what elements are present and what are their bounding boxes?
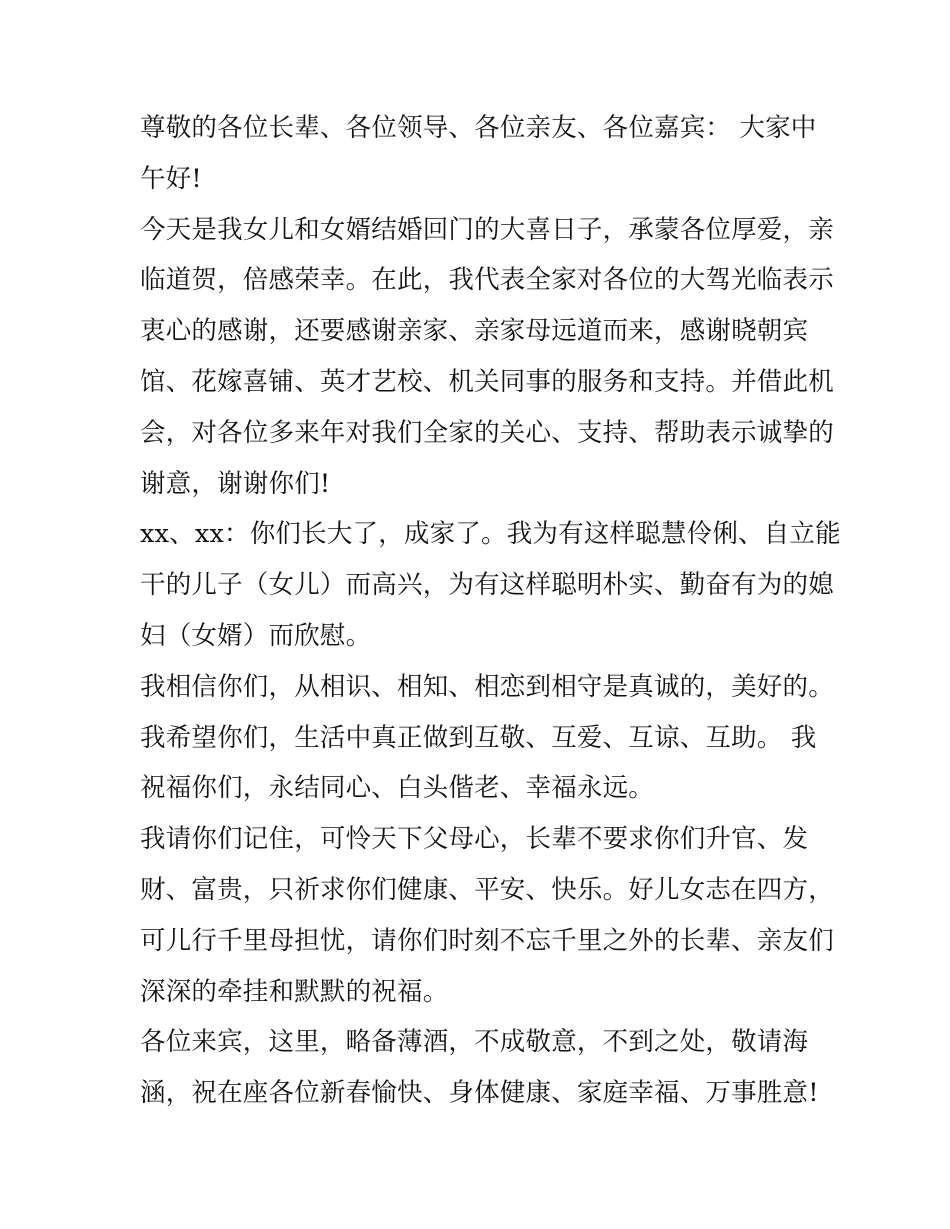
text-line: 馆、花嫁喜铺、英才艺校、机关同事的服务和支持。并借此机 xyxy=(140,366,834,397)
paragraph-closing xyxy=(140,1017,819,1119)
paragraph-remember xyxy=(140,814,834,1017)
text-line: 深深的牵挂和默默的祝福。 xyxy=(140,976,449,1007)
text-line: 妇（女婿）而欣慰。 xyxy=(140,620,372,651)
text-line: 今天是我女儿和女婿结婚回门的大喜日子，承蒙各位厚爱，亲 xyxy=(140,214,834,245)
text-line: 干的儿子（女儿）而高兴，为有这样聪明朴实、勤奋有为的媳 xyxy=(140,570,834,601)
text-line: 谢意，谢谢你们! xyxy=(140,468,331,499)
text-line: 尊敬的各位长辈、各位领导、各位亲友、各位嘉宾： 大家中 xyxy=(140,113,817,143)
text-line: 财、富贵，只祈求你们健康、平安、快乐。好儿女志在四方， xyxy=(140,874,834,905)
text-line: 衷心的感谢，还要感谢亲家、亲家母远道而来，感谢晓朝宾 xyxy=(140,316,809,347)
text-line: 祝福你们，永结同心、白头偕老、幸福永远。 xyxy=(140,773,655,804)
text-line: xx、xx：你们长大了，成家了。我为有这样聪慧伶俐、自立能 xyxy=(140,519,841,550)
paragraph-wishes xyxy=(140,662,834,814)
text-line: 各位来宾，这里，略备薄酒，不成敬意，不到之处，敬请海 xyxy=(140,1027,809,1058)
text-line: 午好! xyxy=(140,163,202,194)
paragraph-thanks xyxy=(140,205,834,510)
text-line: 涵，祝在座各位新春愉快、身体健康、家庭幸福、万事胜意! xyxy=(140,1078,819,1109)
text-line: 会，对各位多来年对我们全家的关心、支持、帮助表示诚挚的 xyxy=(140,417,834,448)
text-line: 我相信你们，从相识、相知、相恋到相守是真诚的，美好的。 xyxy=(140,671,834,702)
paragraph-greeting xyxy=(140,103,815,205)
text-line: 可儿行千里母担忧，请你们时刻不忘千里之外的长辈、亲友们 xyxy=(140,925,834,956)
text-line: 我请你们记住，可怜天下父母心，长辈不要求你们升官、发 xyxy=(140,824,809,855)
paragraph-to-couple xyxy=(140,509,841,661)
text-line: 我希望你们，生活中真正做到互敬、互爱、互谅、互助。 我 xyxy=(140,722,817,753)
speech-text xyxy=(140,103,841,1119)
text-line: 临道贺，倍感荣幸。在此，我代表全家对各位的大驾光临表示 xyxy=(140,265,834,296)
